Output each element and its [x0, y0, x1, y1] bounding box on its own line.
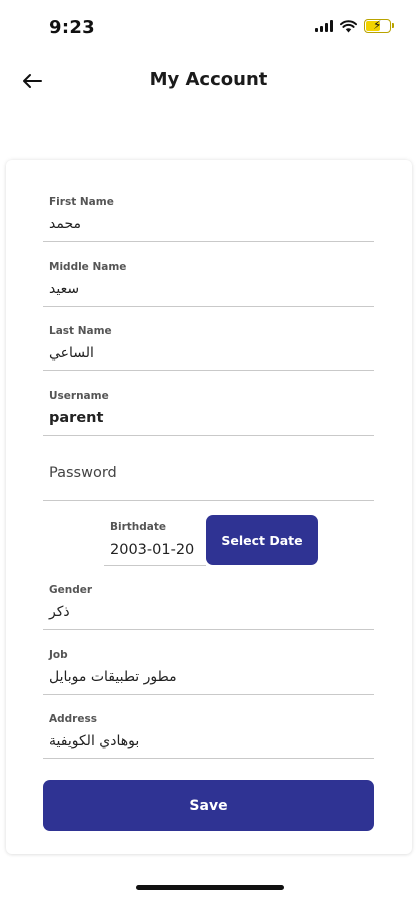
cellular-signal-icon	[315, 20, 333, 32]
battery-icon: ⚡	[364, 19, 391, 33]
account-form-card	[6, 160, 412, 854]
select-date-button[interactable]: Select Date	[206, 515, 318, 565]
job-label: Job	[49, 649, 68, 661]
birthdate-field[interactable]	[104, 514, 206, 566]
gender-label: Gender	[49, 584, 93, 596]
gender-value: ذكر	[49, 604, 70, 620]
gender-field[interactable]	[43, 578, 374, 630]
app-header	[0, 60, 417, 102]
status-time: 9:23	[49, 17, 95, 38]
page-title: My Account	[149, 69, 268, 90]
address-value: بوهادي الكويفية	[49, 733, 140, 749]
first-name-field[interactable]	[43, 190, 374, 242]
password-field[interactable]	[43, 449, 374, 501]
first-name-value: محمد	[49, 216, 81, 232]
wifi-icon	[340, 20, 357, 33]
last-name-field[interactable]	[43, 319, 374, 371]
address-field[interactable]	[43, 707, 374, 759]
password-placeholder: Password	[49, 465, 117, 481]
last-name-value: الساعي	[49, 345, 94, 361]
username-value: parent	[49, 410, 104, 426]
last-name-label: Last Name	[49, 325, 112, 337]
address-label: Address	[49, 713, 97, 725]
home-indicator[interactable]	[136, 885, 284, 890]
middle-name-value: سعيد	[49, 281, 80, 297]
status-bar	[0, 0, 417, 56]
username-label: Username	[49, 390, 109, 402]
job-field[interactable]	[43, 643, 374, 695]
birthdate-value: 2003-01-20	[110, 542, 195, 558]
save-button[interactable]: Save	[43, 780, 374, 831]
birthdate-label: Birthdate	[110, 521, 167, 533]
middle-name-field[interactable]	[43, 255, 374, 307]
status-icons	[315, 19, 391, 33]
middle-name-label: Middle Name	[49, 261, 127, 273]
first-name-label: First Name	[49, 196, 114, 208]
job-value: مطور تطبيقات موبايل	[49, 669, 177, 685]
username-field[interactable]	[43, 384, 374, 436]
